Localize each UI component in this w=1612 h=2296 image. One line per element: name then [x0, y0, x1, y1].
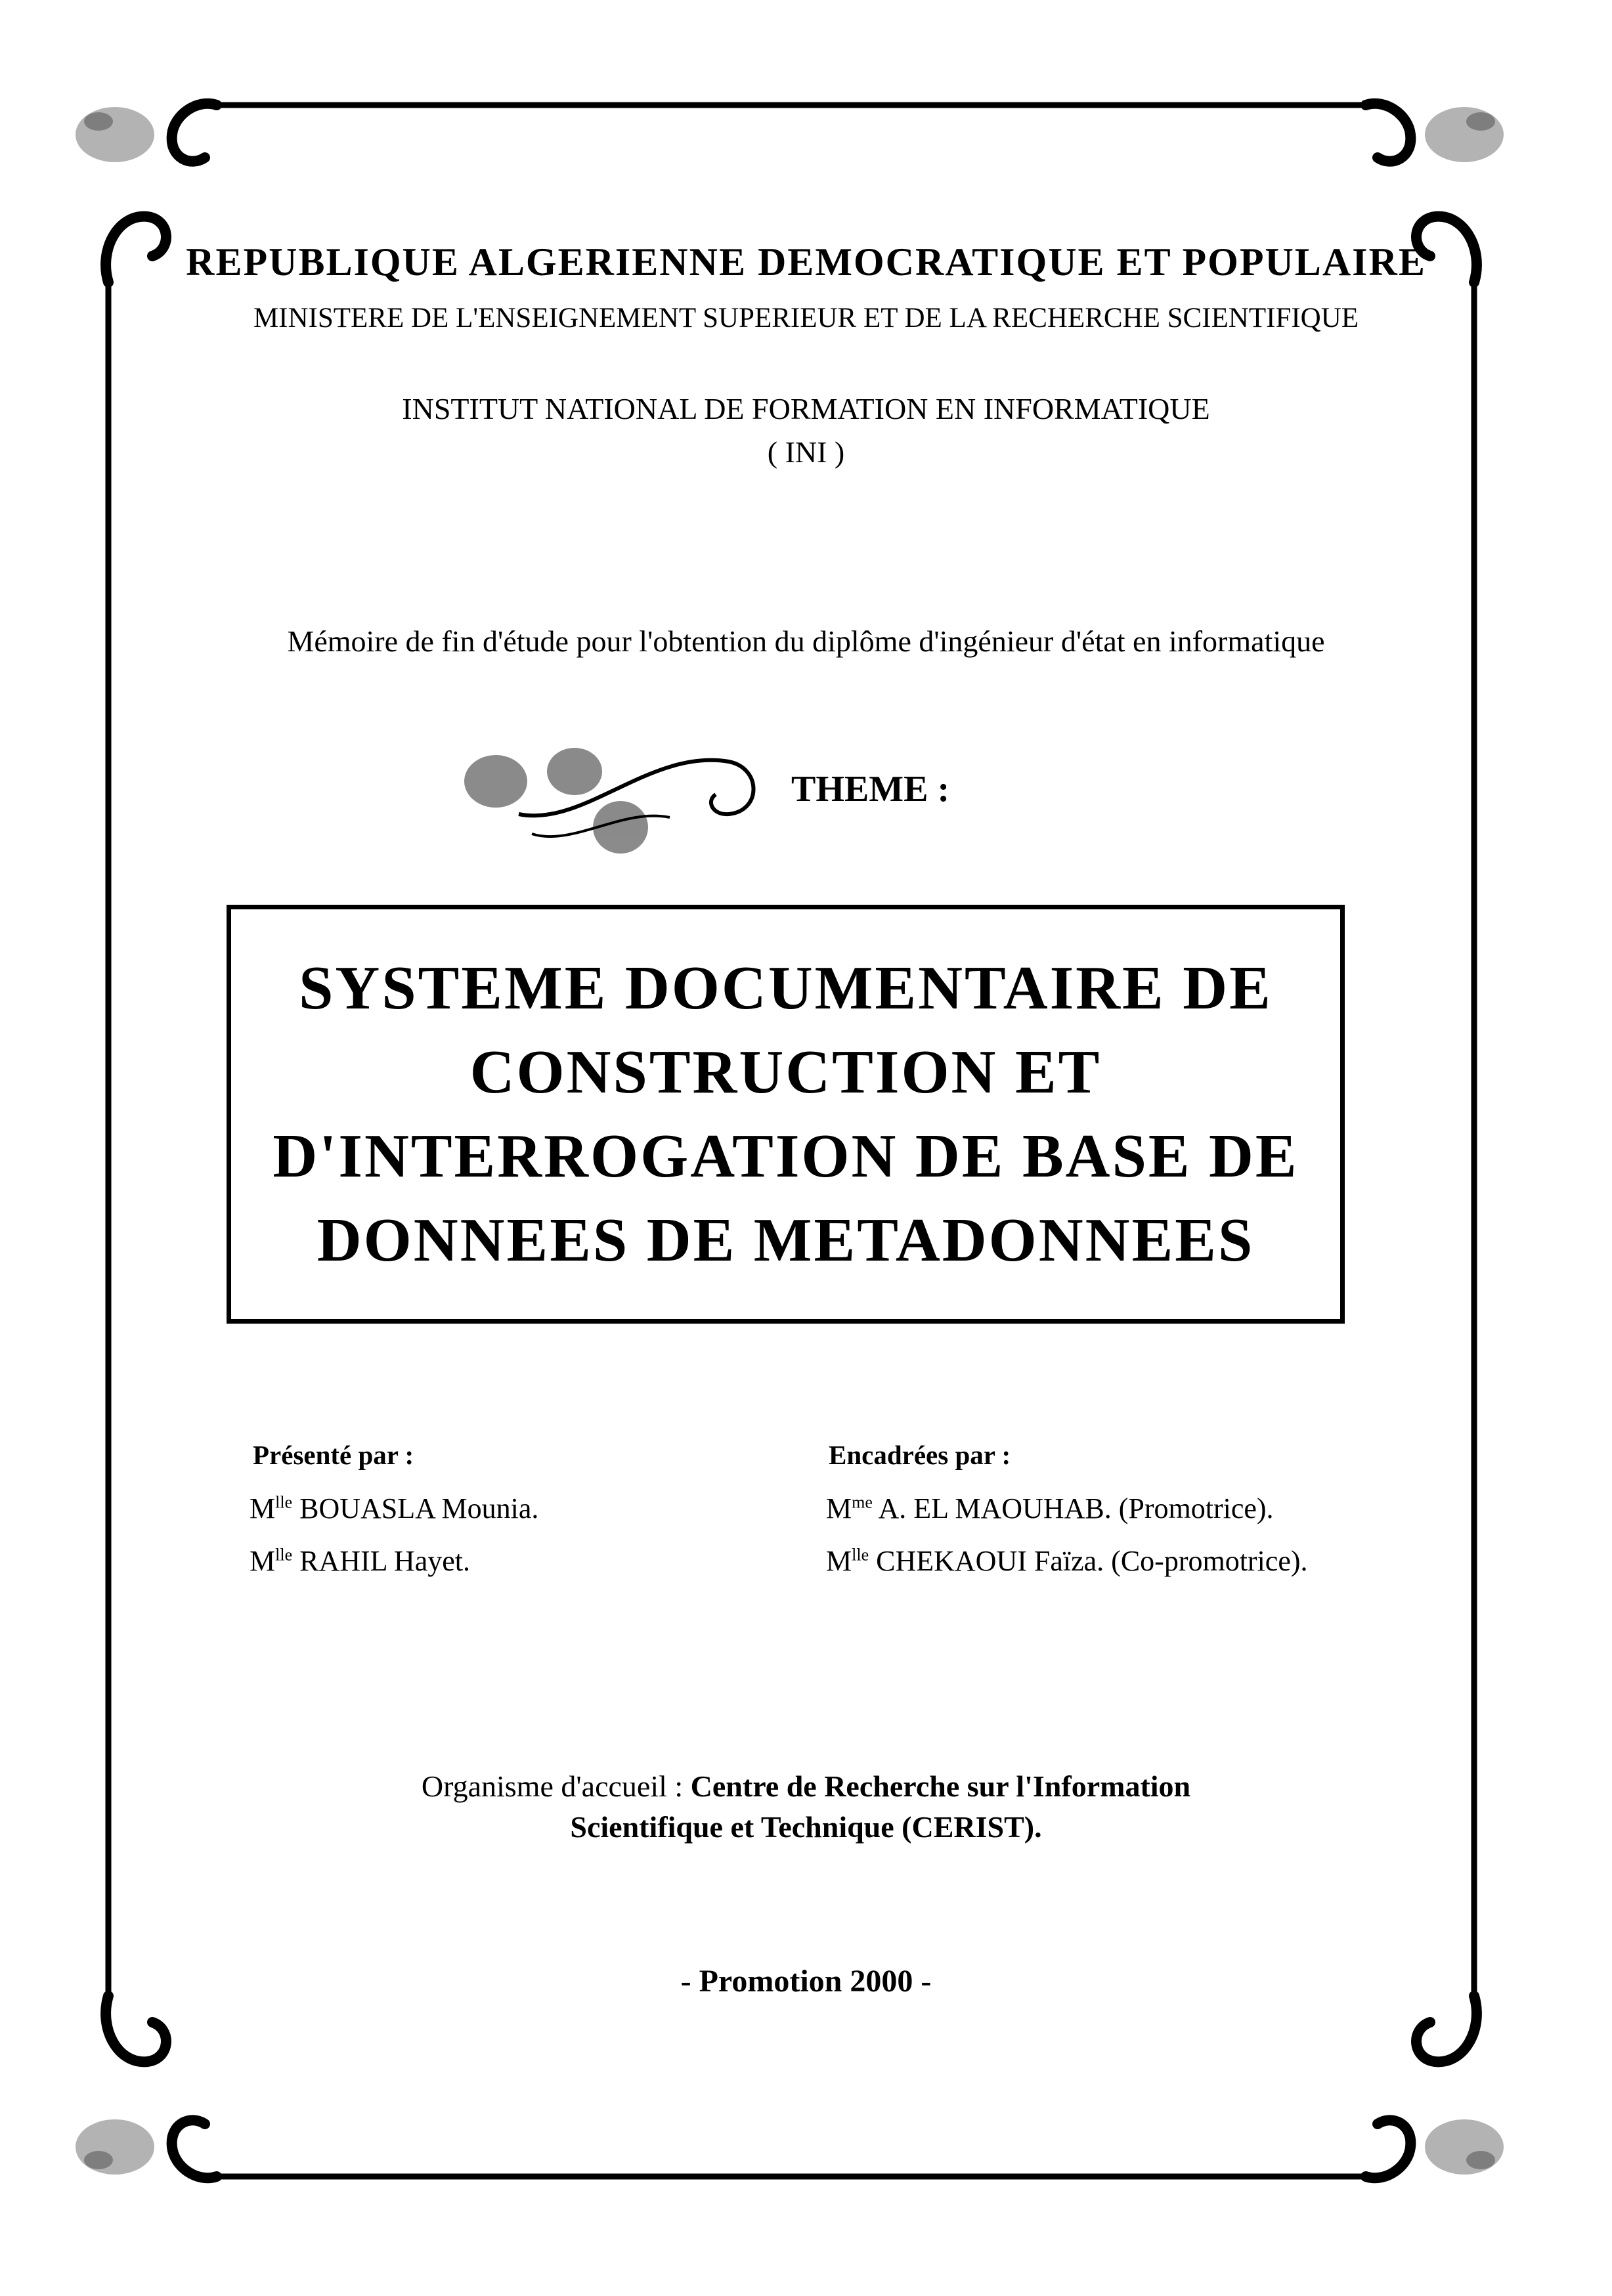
- presented-by-heading: Présenté par :: [253, 1440, 414, 1470]
- memoire-statement: Mémoire de fin d'étude pour l'obtention du diplôme d'ingénieur d'état en informatique: [287, 624, 1325, 658]
- institute-abbreviation: ( INI ): [767, 435, 845, 469]
- promotion-year: - Promotion 2000 -: [680, 1964, 932, 1999]
- ministry-heading: MINISTERE DE L'ENSEIGNEMENT SUPERIEUR ET DE LA RECHERCHE SCIENTIFIQUE: [253, 303, 1359, 334]
- student-name: $M^{lle}$ BOUASLA Mounia.: [250, 1492, 539, 1525]
- host-label: Organisme d'accueil :: [421, 1769, 691, 1803]
- supervisor-name: $M^{lle}$ CHEKAOUI Faïza. (Co-promotrice).: [826, 1545, 1308, 1577]
- student-name: $M^{lle}$ RAHIL Hayet.: [250, 1545, 470, 1577]
- host-name-line1: Centre de Recherche sur l'Information: [690, 1769, 1191, 1803]
- supervised-by-heading: Encadrées par :: [829, 1440, 1011, 1470]
- institute-name: INSTITUT NATIONAL DE FORMATION EN INFORMATIQUE: [402, 392, 1210, 425]
- thesis-title-line: SYSTEME DOCUMENTAIRE DE: [299, 954, 1273, 1022]
- supervisor-name: $M^{me}$ A. EL MAOUHAB. (Promotrice).: [826, 1492, 1274, 1525]
- republic-heading: REPUBLIQUE ALGERIENNE DEMOCRATIQUE ET POPULAIRE: [186, 240, 1426, 284]
- leaf-ornament-icon: [453, 735, 768, 886]
- thesis-title-line: D'INTERROGATION DE BASE DE: [272, 1122, 1299, 1190]
- thesis-title-line: DONNEES DE METADONNEES: [316, 1206, 1255, 1274]
- host-organisation: [0, 1766, 1612, 1848]
- host-name-line2: Scientifique et Technique (CERIST).: [570, 1810, 1042, 1844]
- thesis-title-line: CONSTRUCTION ET: [469, 1038, 1102, 1106]
- theme-label: THEME :: [791, 769, 950, 810]
- thesis-title-box: [227, 905, 1345, 1324]
